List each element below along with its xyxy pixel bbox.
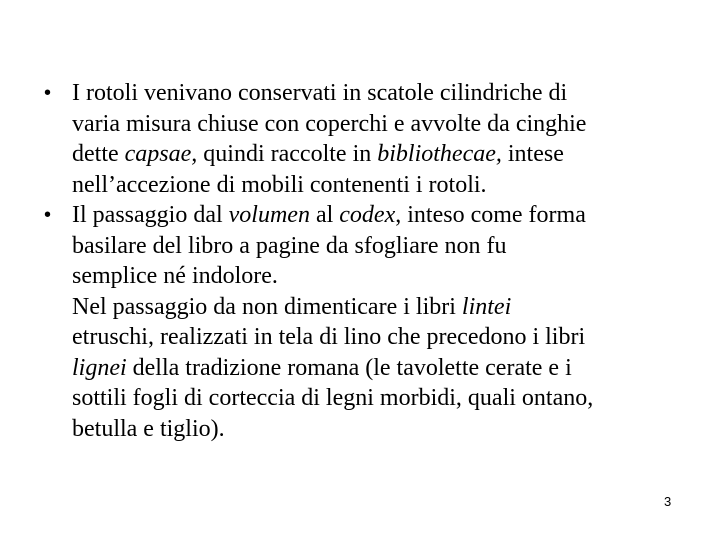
text-line: sottili fogli di corteccia di legni morbidi, quali ontano,	[72, 385, 594, 411]
page-number: 3	[664, 494, 672, 509]
italic-term-lignei: lignei	[72, 354, 127, 381]
bullet-marker: •	[44, 82, 52, 104]
italic-term-lintei: lintei	[461, 293, 512, 320]
text-run: della tradizione romana (le tavolette cerate e i	[126, 354, 572, 381]
text-run: al	[309, 202, 340, 228]
bullet-marker: •	[44, 204, 52, 226]
text-line: etruschi, realizzati in tela di lino che precedono i libri	[72, 324, 586, 350]
bullet-item-rotoli	[0, 78, 692, 200]
text-run: quindi raccolte in	[197, 141, 378, 167]
text-line: basilare del libro a pagine da sfogliare non fu	[72, 232, 507, 259]
text-run: dette	[72, 141, 125, 167]
text-run: Nel passaggio da non dimenticare i libri	[72, 293, 462, 320]
text-line	[72, 200, 692, 231]
text-run: intese	[501, 141, 564, 167]
text-run: Il passaggio dal	[72, 202, 229, 228]
text-line: semplice né indolore.	[72, 263, 278, 289]
italic-term-bibliothecae: bibliothecae,	[377, 141, 502, 167]
italic-term-capsae: capsae,	[124, 141, 198, 167]
text-line: I rotoli venivano conservati in scatole cilindriche di	[72, 80, 568, 106]
text-run: , inteso come forma	[395, 202, 586, 228]
text-line	[72, 353, 692, 384]
italic-term-volumen: volumen	[228, 202, 310, 228]
text-line: betulla e tiglio).	[72, 415, 225, 442]
text-line: varia misura chiuse con coperchi e avvolte da cinghie	[72, 110, 587, 137]
bullet-item-passaggio	[0, 200, 692, 444]
text-line	[72, 292, 692, 323]
italic-term-codex: codex	[339, 202, 396, 228]
bullet-list	[0, 78, 720, 444]
text-line	[72, 139, 692, 170]
text-line: nell’accezione di mobili contenenti i rotoli.	[72, 171, 487, 198]
